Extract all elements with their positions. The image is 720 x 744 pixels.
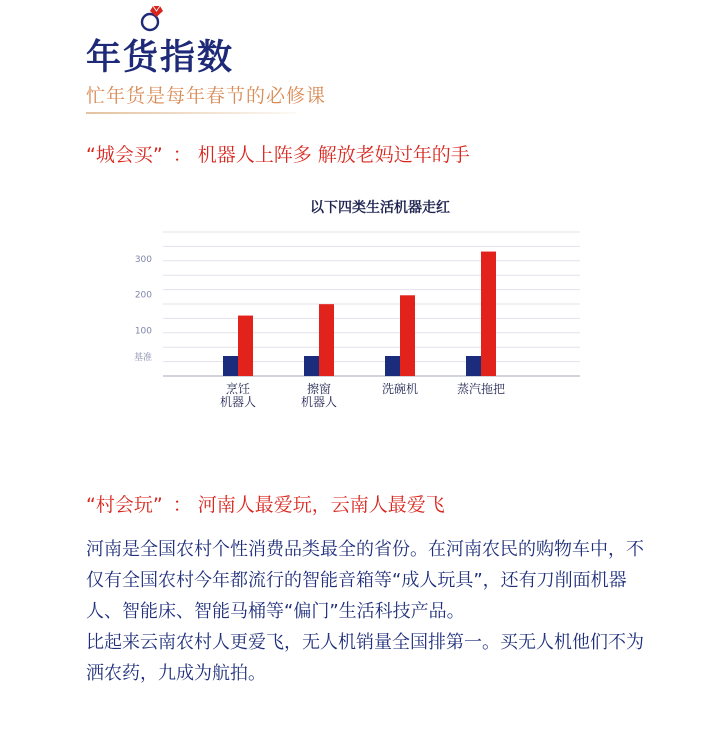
article-paragraph: 河南是全国农村个性消费品类最全的省份。在河南农民的购物车中，不仅有全国农村今年都流行的智能音箱等“成人玩具”，还有刀削面机器人、智能床、智能马桶等“偏门”生活科技产品。: [86, 539, 644, 622]
x-tick-label: 洗碗机: [381, 382, 419, 396]
section-heading-village: [86, 492, 445, 518]
bar: [304, 356, 319, 376]
x-tick-label: 蒸汽拖把: [456, 382, 506, 396]
article-body: [86, 534, 646, 689]
chart-title: 以下四类生活机器走红: [310, 200, 450, 216]
bar: [481, 252, 496, 376]
bar: [400, 295, 415, 376]
bar: [238, 316, 253, 376]
bar: [223, 356, 238, 376]
section-headline: 河南人最爱玩，云南人最爱飞: [197, 494, 445, 516]
section-headline: 机器人上阵多 解放老妈过年的手: [197, 144, 470, 166]
section-quote-label: “村会玩”: [86, 494, 163, 516]
section-quote-label: “城会买”: [86, 144, 163, 166]
x-tick-label: 机器人: [219, 395, 257, 409]
bar: [319, 304, 334, 376]
article-paragraph: 比起来云南农村人更爱飞，无人机销量全国排第一。买无人机他们不为洒农药，九成为航拍。: [86, 632, 644, 684]
section-colon: ：: [172, 144, 192, 166]
section-colon: ：: [172, 494, 192, 516]
x-tick-label: 机器人: [300, 395, 338, 409]
y-tick-label: 100: [134, 326, 152, 337]
y-tick-label: 基准: [133, 352, 152, 363]
bar: [385, 356, 400, 376]
bar: [466, 356, 481, 376]
y-tick-label: 300: [134, 255, 152, 266]
x-tick-label: 擦窗: [306, 382, 332, 396]
x-tick-label: 烹饪: [225, 382, 251, 396]
page-title: 年货指数: [86, 37, 235, 78]
page-subtitle: 忙年货是每年春节的必修课: [86, 85, 327, 107]
y-tick-label: 200: [134, 290, 152, 301]
